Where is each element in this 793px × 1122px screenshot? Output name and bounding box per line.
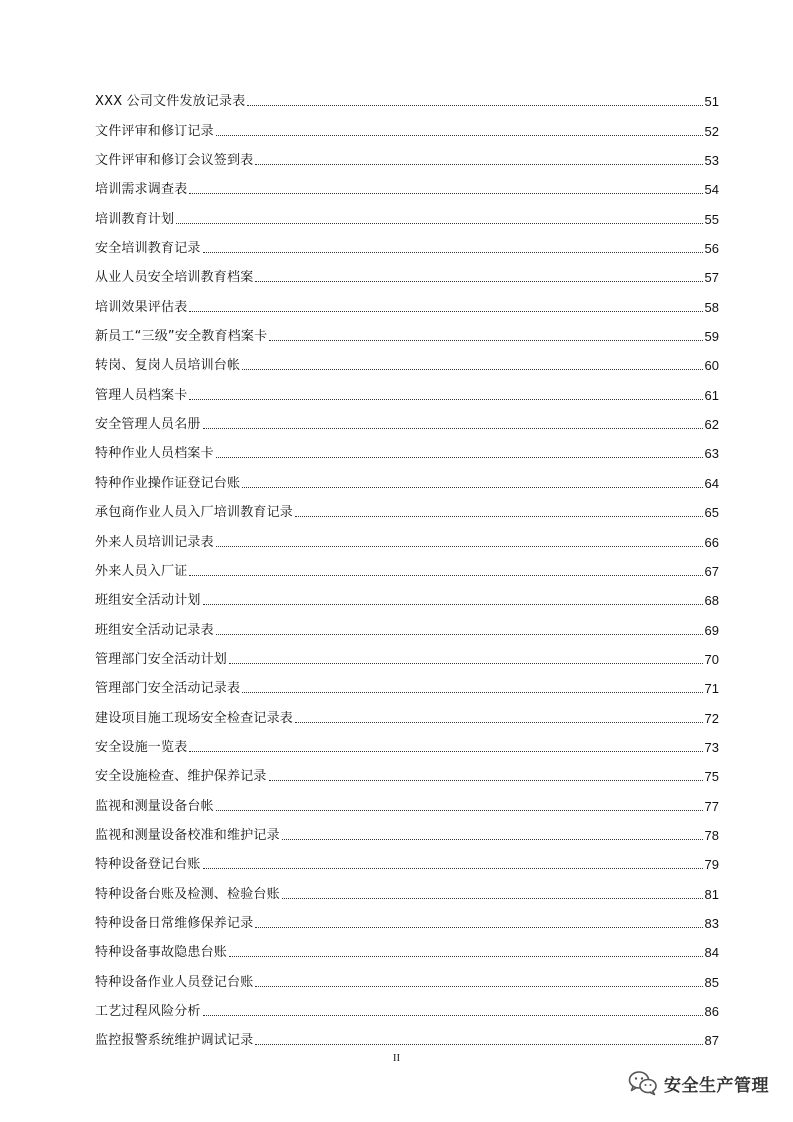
toc-entry[interactable] bbox=[95, 109, 719, 138]
toc-entry-page: 68 bbox=[704, 593, 719, 609]
toc-dot-leader bbox=[282, 898, 703, 899]
toc-entry-page: 67 bbox=[704, 563, 719, 579]
toc-entry-page: 52 bbox=[704, 123, 719, 139]
toc-dot-leader bbox=[255, 1044, 702, 1045]
toc-dot-leader bbox=[295, 722, 703, 723]
toc-dot-leader bbox=[269, 340, 702, 341]
toc-dot-leader bbox=[282, 839, 703, 840]
toc-entry[interactable] bbox=[95, 843, 719, 872]
toc-dot-leader bbox=[189, 311, 702, 312]
toc-dot-leader bbox=[269, 780, 703, 781]
toc-dot-leader bbox=[247, 105, 702, 106]
toc-entry[interactable] bbox=[95, 139, 719, 168]
toc-entry-title: 转岗、复岗人员培训台帐 bbox=[95, 358, 241, 374]
toc-entry-page: 84 bbox=[704, 945, 719, 961]
toc-entry-page: 75 bbox=[704, 769, 719, 785]
toc-entry-title: 监视和测量设备校准和维护记录 bbox=[95, 827, 280, 843]
toc-entry-page: 78 bbox=[704, 827, 719, 843]
toc-entry-title: 承包商作业人员入厂培训教育记录 bbox=[95, 505, 294, 521]
toc-entry-title: 特种作业人员档案卡 bbox=[95, 446, 214, 462]
toc-dot-leader bbox=[203, 1015, 703, 1016]
toc-dot-leader bbox=[255, 986, 702, 987]
toc-entry-title: 培训需求调查表 bbox=[95, 182, 188, 198]
toc-dot-leader bbox=[176, 223, 702, 224]
toc-entry[interactable] bbox=[95, 520, 719, 549]
toc-dot-leader bbox=[295, 516, 703, 517]
toc-entry-page: 81 bbox=[704, 886, 719, 902]
toc-entry-title: 文件评审和修订记录 bbox=[95, 123, 214, 139]
wechat-icon bbox=[628, 1070, 658, 1096]
toc-entry[interactable] bbox=[95, 755, 719, 784]
toc-entry[interactable] bbox=[95, 608, 719, 637]
toc-entry-page: 64 bbox=[704, 475, 719, 491]
toc-dot-leader bbox=[203, 428, 703, 429]
table-of-contents bbox=[95, 80, 719, 1048]
toc-dot-leader bbox=[242, 692, 702, 693]
toc-entry-title: 特种设备登记台账 bbox=[95, 857, 201, 873]
toc-entry-title: XXX 公司文件发放记录表 bbox=[95, 94, 246, 110]
toc-entry[interactable] bbox=[95, 814, 719, 843]
toc-dot-leader bbox=[203, 868, 703, 869]
toc-dot-leader bbox=[216, 810, 703, 811]
toc-entry[interactable] bbox=[95, 403, 719, 432]
toc-entry-title: 安全设施一览表 bbox=[95, 739, 188, 755]
toc-entry-page: 71 bbox=[704, 681, 719, 697]
toc-entry[interactable] bbox=[95, 373, 719, 402]
toc-entry[interactable] bbox=[95, 960, 719, 989]
toc-entry-page: 57 bbox=[704, 270, 719, 286]
toc-entry[interactable] bbox=[95, 344, 719, 373]
toc-entry[interactable] bbox=[95, 256, 719, 285]
toc-dot-leader bbox=[189, 399, 702, 400]
toc-entry-title: 外来人员培训记录表 bbox=[95, 534, 214, 550]
toc-entry-page: 55 bbox=[704, 211, 719, 227]
toc-entry-title: 文件评审和修订会议签到表 bbox=[95, 153, 254, 169]
toc-entry-title: 新员工“三级”安全教育档案卡 bbox=[95, 329, 268, 345]
toc-entry[interactable] bbox=[95, 902, 719, 931]
toc-dot-leader bbox=[189, 193, 702, 194]
toc-entry-page: 58 bbox=[704, 299, 719, 315]
toc-entry-page: 60 bbox=[704, 358, 719, 374]
toc-entry-title: 培训效果评估表 bbox=[95, 299, 188, 315]
toc-entry[interactable] bbox=[95, 726, 719, 755]
toc-entry[interactable] bbox=[95, 638, 719, 667]
toc-entry-title: 管理人员档案卡 bbox=[95, 387, 188, 403]
toc-entry[interactable] bbox=[95, 667, 719, 696]
toc-entry[interactable] bbox=[95, 990, 719, 1019]
toc-dot-leader bbox=[229, 663, 703, 664]
toc-entry-title: 特种作业操作证登记台账 bbox=[95, 475, 241, 491]
toc-entry-title: 特种设备日常维修保养记录 bbox=[95, 915, 254, 931]
toc-entry[interactable] bbox=[95, 579, 719, 608]
toc-entry-page: 72 bbox=[704, 710, 719, 726]
toc-dot-leader bbox=[203, 252, 703, 253]
toc-entry[interactable] bbox=[95, 80, 719, 109]
toc-entry[interactable] bbox=[95, 461, 719, 490]
toc-entry-title: 外来人员入厂证 bbox=[95, 563, 188, 579]
toc-entry-title: 班组安全活动计划 bbox=[95, 593, 201, 609]
toc-dot-leader bbox=[203, 604, 703, 605]
toc-entry[interactable] bbox=[95, 931, 719, 960]
toc-entry[interactable] bbox=[95, 227, 719, 256]
toc-entry-page: 54 bbox=[704, 182, 719, 198]
toc-entry[interactable] bbox=[95, 285, 719, 314]
toc-entry[interactable] bbox=[95, 432, 719, 461]
toc-entry-title: 建设项目施工现场安全检查记录表 bbox=[95, 710, 294, 726]
toc-entry[interactable] bbox=[95, 550, 719, 579]
toc-entry-title: 工艺过程风险分析 bbox=[95, 1004, 201, 1019]
toc-dot-leader bbox=[216, 546, 703, 547]
toc-entry-page: 77 bbox=[704, 798, 719, 814]
toc-entry-page: 85 bbox=[704, 974, 719, 990]
toc-entry-title: 特种设备作业人员登记台账 bbox=[95, 974, 254, 990]
toc-entry-title: 安全设施检查、维护保养记录 bbox=[95, 769, 267, 785]
toc-entry-title: 特种设备事故隐患台账 bbox=[95, 945, 228, 961]
toc-entry-page: 65 bbox=[704, 505, 719, 521]
toc-entry[interactable] bbox=[95, 696, 719, 725]
toc-dot-leader bbox=[229, 956, 703, 957]
toc-dot-leader bbox=[255, 164, 702, 165]
toc-entry-page: 56 bbox=[704, 241, 719, 257]
toc-entry-page: 62 bbox=[704, 417, 719, 433]
toc-entry[interactable] bbox=[95, 491, 719, 520]
toc-dot-leader bbox=[216, 457, 703, 458]
toc-entry-page: 70 bbox=[704, 651, 719, 667]
wechat-watermark bbox=[628, 1070, 769, 1096]
toc-entry-title: 班组安全活动记录表 bbox=[95, 622, 214, 638]
toc-dot-leader bbox=[189, 751, 702, 752]
toc-entry[interactable] bbox=[95, 1019, 719, 1048]
toc-dot-leader bbox=[242, 369, 702, 370]
toc-entry-page: 87 bbox=[704, 1033, 719, 1049]
toc-entry[interactable] bbox=[95, 315, 719, 344]
toc-entry-title: 特种设备台账及检测、检验台账 bbox=[95, 886, 280, 902]
toc-entry-title: 从业人员安全培训教育档案 bbox=[95, 270, 254, 286]
toc-entry-title: 安全管理人员名册 bbox=[95, 417, 201, 433]
toc-entry-page: 51 bbox=[704, 94, 719, 110]
toc-dot-leader bbox=[255, 281, 702, 282]
toc-entry[interactable] bbox=[95, 872, 719, 901]
toc-entry-title: 安全培训教育记录 bbox=[95, 241, 201, 257]
toc-entry-page: 69 bbox=[704, 622, 719, 638]
toc-entry-title: 管理部门安全活动记录表 bbox=[95, 681, 241, 697]
toc-entry-page: 79 bbox=[704, 857, 719, 873]
page-number: II bbox=[392, 1052, 401, 1064]
watermark-text: 安全生产管理 bbox=[664, 1075, 769, 1096]
toc-entry-page: 73 bbox=[704, 739, 719, 755]
toc-entry-page: 86 bbox=[704, 1004, 719, 1019]
toc-entry-page: 61 bbox=[704, 387, 719, 403]
toc-dot-leader bbox=[255, 927, 702, 928]
toc-entry[interactable] bbox=[95, 784, 719, 813]
toc-entry-page: 63 bbox=[704, 446, 719, 462]
toc-entry-title: 监控报警系统维护调试记录 bbox=[95, 1033, 254, 1049]
toc-entry-page: 83 bbox=[704, 915, 719, 931]
toc-entry-title: 监视和测量设备台帐 bbox=[95, 798, 214, 814]
toc-entry[interactable] bbox=[95, 197, 719, 226]
toc-entry-title: 培训教育计划 bbox=[95, 211, 175, 227]
toc-entry[interactable] bbox=[95, 168, 719, 197]
toc-entry-page: 59 bbox=[704, 329, 719, 345]
toc-dot-leader bbox=[189, 575, 702, 576]
toc-dot-leader bbox=[216, 135, 703, 136]
toc-entry-title: 管理部门安全活动计划 bbox=[95, 651, 228, 667]
toc-dot-leader bbox=[216, 634, 703, 635]
toc-dot-leader bbox=[242, 487, 702, 488]
toc-entry-page: 66 bbox=[704, 534, 719, 550]
toc-entry-page: 53 bbox=[704, 153, 719, 169]
